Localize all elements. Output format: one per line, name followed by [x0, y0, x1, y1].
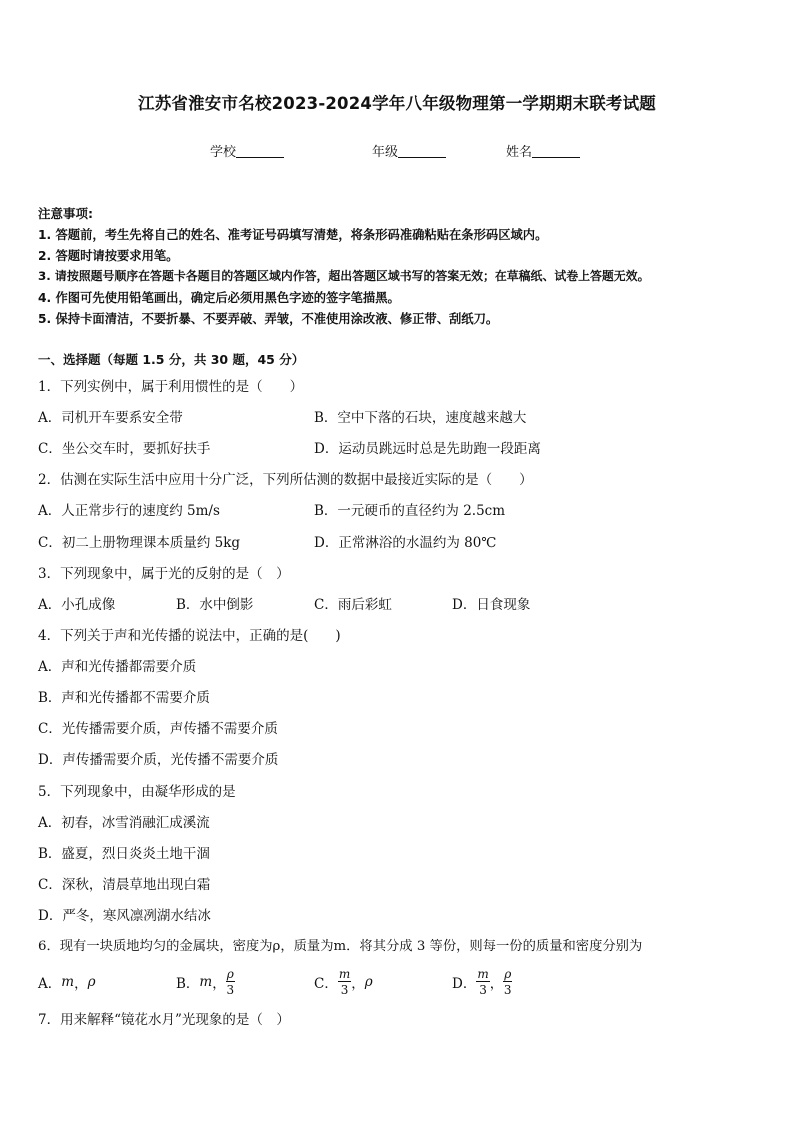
note-item: 3. 请按照题号顺序在答题卡各题目的答题区域内作答，超出答题区域书写的答案无效；在草稿纸、试卷上答题无效。: [38, 269, 650, 283]
math-m: m: [199, 974, 213, 990]
option-a: A．人正常步行的速度约 5m/s: [38, 503, 220, 519]
numerator: m: [338, 967, 351, 981]
fraction: [338, 968, 351, 996]
option-d: D．运动员跳远时总是先助跑一段距离: [314, 441, 541, 457]
denominator: 3: [226, 983, 235, 997]
math-rho: ρ: [87, 974, 96, 990]
denominator: 3: [340, 983, 349, 997]
numerator: ρ: [226, 967, 234, 981]
school-label: 学校: [210, 145, 237, 160]
option-d: D．严冬，寒风凛冽湖水结冰: [38, 908, 211, 924]
note-item: 5. 保持卡面清洁，不要折暴、不要弄破、弄皱，不准使用涂改液、修正带、刮纸刀。: [38, 312, 499, 326]
grade-field: [372, 141, 446, 160]
name-label: 姓名: [506, 145, 533, 160]
option-c: C．深秋，清晨草地出现白霜: [38, 877, 211, 893]
option-b: B．水中倒影: [176, 597, 254, 613]
comma: ，: [351, 976, 365, 992]
option-label: D．: [452, 976, 477, 992]
option-d: D．声传播需要介质，光传播不需要介质: [38, 752, 279, 768]
fraction: [503, 968, 512, 996]
note-item: 4. 作图可先使用铅笔画出，确定后必须用黑色字迹的签字笔描黑。: [38, 291, 400, 305]
question-stem: 5．下列现象中，由凝华形成的是: [38, 784, 236, 800]
school-blank[interactable]: [236, 144, 284, 158]
question-stem: 2．估测在实际生活中应用十分广泛，下列所估测的数据中最接近实际的是（ ）: [38, 472, 533, 488]
option-c: C．雨后彩虹: [314, 597, 392, 613]
option-a: A．声和光传播都需要介质: [38, 659, 197, 675]
option-b: B．一元硬币的直径约为 2.5cm: [314, 503, 506, 519]
option-label: A．: [38, 976, 62, 992]
option-d: [452, 964, 512, 1000]
option-b: B．空中下落的石块，速度越来越大: [314, 410, 527, 426]
name-blank[interactable]: [532, 144, 580, 158]
option-c: C．初二上册物理课本质量约 5kg: [38, 535, 241, 551]
fraction: [226, 968, 235, 996]
option-a: A．司机开车要系安全带: [38, 410, 183, 426]
fraction: [476, 968, 489, 996]
note-item: 2. 答题时请按要求用笔。: [38, 249, 179, 263]
numerator: ρ: [504, 967, 512, 981]
option-label: B．: [176, 976, 200, 992]
page-title: 江苏省淮安市名校2023-2024学年八年级物理第一学期期末联考试题: [138, 94, 656, 113]
note-item: 1. 答题前，考生先将自己的姓名、准考证号码填写清楚，将条形码准确粘贴在条形码区域内。: [38, 228, 548, 242]
option-a: A．小孔成像: [38, 597, 116, 613]
option-b: [176, 964, 235, 1000]
notes-heading: 注意事项:: [38, 206, 93, 221]
option-a: A．初春，冰雪消融汇成溪流: [38, 815, 210, 831]
numerator: m: [477, 967, 489, 981]
question-stem: 1．下列实例中，属于利用惯性的是（ ）: [38, 379, 304, 395]
question-stem: 6．现有一块质地均匀的金属块，密度为ρ，质量为m．将其分成 3 等份，则每一份的质量和密度分别为: [38, 939, 643, 954]
comma: ，: [212, 976, 226, 992]
option-d: D．日食现象: [452, 597, 531, 613]
school-field: [210, 141, 284, 160]
option-c: C．光传播需要介质，声传播不需要介质: [38, 721, 278, 737]
option-b: B．声和光传播都不需要介质: [38, 690, 210, 706]
option-b: B．盛夏，烈日炎炎土地干涸: [38, 846, 210, 862]
option-a: [38, 964, 96, 1000]
name-field: [506, 141, 580, 160]
option-d: D．正常淋浴的水温约为 80℃: [314, 535, 497, 551]
question-stem: 3．下列现象中，属于光的反射的是（ ）: [38, 566, 290, 582]
option-c: [314, 964, 373, 1000]
math-m: m: [61, 974, 75, 990]
math-rho: ρ: [364, 974, 373, 990]
comma: ，: [489, 976, 504, 992]
denominator: 3: [479, 983, 487, 997]
comma: ，: [74, 976, 88, 992]
question-stem: 7．用来解释“镜花水月”光现象的是（ ）: [38, 1012, 290, 1028]
option-label: C．: [314, 976, 338, 992]
question-stem: 4．下列关于声和光传播的说法中，正确的是( ): [38, 628, 341, 644]
section-heading: 一、选择题（每题 1.5 分，共 30 题，45 分）: [38, 352, 305, 367]
grade-blank[interactable]: [398, 144, 446, 158]
option-c: C．坐公交车时，要抓好扶手: [38, 441, 211, 457]
grade-label: 年级: [372, 145, 399, 160]
denominator: 3: [503, 983, 512, 997]
